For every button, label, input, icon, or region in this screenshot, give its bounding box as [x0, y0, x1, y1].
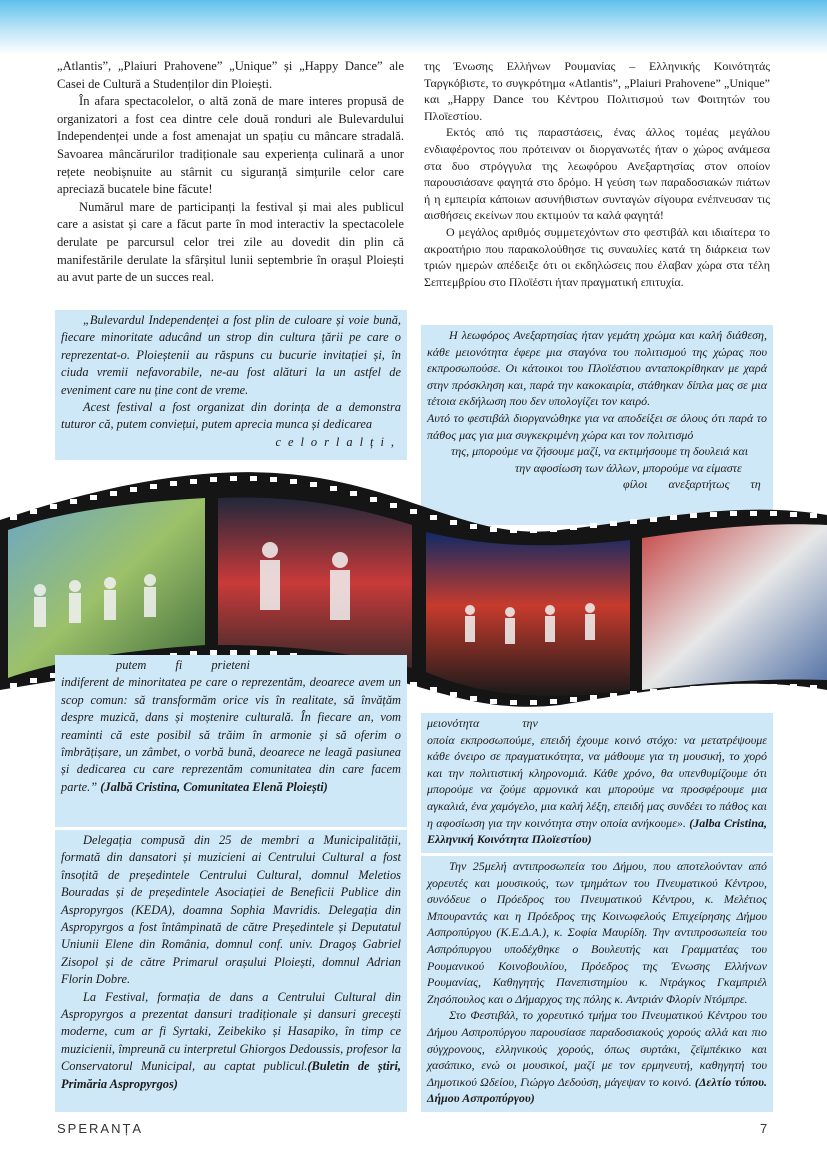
left-delegation-1: Delegația compusă din 25 de membri a Municipalității, formată din dansatori și muzicieni ai Centrului Cultural a fost însoțită de președintele Centrului Cultural, domnul Meletios Bouradas și de președintele Asociației de Beneficii Publice din Aspropyrgos (KEDA), doamna Sophia Mavridis. Delegația din Aspropyrgos a fost întâmpinată de către Președintele și Deputatul Uniunii Elene din România, domnul conf. univ. Dragoș Gabriel Zisopol și de către Primarul orașului Ploiești, domnul Adrian Florin Dobre.: [61, 833, 401, 987]
right-quote-3-source: (Jalba Cristina, Ελληνική Κοινότητα Πλοϊεστίου): [427, 815, 767, 847]
left-quote-box-bottom: [55, 655, 407, 827]
left-quote-3b: [61, 674, 401, 796]
right-quote-3b-text: οποία εκπροσωπούμε, επειδή έχουμε κοινό στόχο: να μετατρέψουμε κάθε όνειρο σε πραγματικότητα, να μάθουμε για τη μουσική, το χορό και την πολιτιστική κληρονομιά. Κάθε χρόνο, θα υπενθυμίζουμε ότι μπορούμε να ζούμε αρμονικά και μπορούμε να προσφέρουμε μια αγκαλιά, ένα χαμόγελο, μια καλή λέξη, επειδή μας συνδέει το πάθος και η αφοσίωση για την κοινότητα στην οποία ανήκουμε».: [427, 732, 767, 830]
left-quote-3a: putem fi prieteni: [116, 658, 250, 672]
page-number: 7: [760, 1121, 768, 1136]
left-paragraph-3: Numărul mare de participanți la festival și mai ales publicul care a asistat și care a făcut parte în mod interactiv la spectacolele derulate pe parcursul celor trei zile au dovedit din plin că manifestările derulate la sfârșitul lunii septembrie în orașul Ploiești au avut parte de un succes real.: [57, 199, 404, 285]
left-quote-box-top: [55, 310, 407, 460]
left-quote-2a: Acest festival a fost organizat din dorința de a demonstra tuturor că, putem conviețui, putem aprecia munca și dedicarea: [61, 400, 401, 432]
left-quote-3-source: (Jalbă Cristina, Comunitatea Elenă Ploiești): [100, 779, 328, 794]
right-quote-3a: μειονότητα την: [427, 716, 538, 730]
magazine-name: SPERANȚA: [57, 1121, 144, 1136]
left-quote-1: „Bulevardul Independenței a fost plin de culoare și voie bună, fiecare minoritate aducând un strop din cultura țării pe care o reprezentat-o. Ploieștenii au răspuns cu bucurie invitației și, în ciuda vremii nefavorabile, ne-au fost alături la un astfel de eveniment care nu ține cont de vreme.: [61, 313, 401, 397]
left-quote-2b: celorlalți,: [275, 434, 401, 449]
film-photo-2: [218, 497, 412, 668]
left-delegation-2-text: La Festival, formația de dans a Centrului Cultural din Aspropyrgos a prezentat dansuri tradiționale și dansuri grecești moderne, cum ar fi Syrtaki, Zeibekiko și Hasapiko, în timp ce muzicienii, împreună cu interpretul Ghiorgos Dedoussis, profesor la Conservatorul Municipal, au captat publicul.: [61, 989, 401, 1074]
right-quote-3b: [427, 732, 767, 848]
top-gradient-band: [0, 0, 827, 55]
right-quote-box-bottom: [421, 713, 773, 853]
right-delegation-1: Την 25μελή αντιπροσωπεία του Δήμου, που αποτελούνταν από χορευτές και μουσικούς, των τμημάτων του Πνευματικού Κέντρου, συνόδευε ο Πρόεδρος του Πνευματικού Κέντρου, κ. Μελέτιος Μπουραντάς και η Πρόεδρος της Κοινωφελούς Επιχείρησης Δήμου Ασπροπύργου (Κ.Ε.Δ.Α.), κ. Σοφία Μαυρίδη. Την αντιπροσωπεία του Ασπρόπυργου υποδέχθηκε ο Βουλευτής και Γραμματέας του Ρουμανικού Κοινοβουλίου, Πρόεδρος της Ένωσης Ελλήνων Ρουμανίας, Καθηγητής Πανεπιστημίου κ. Ντράγκος Γκαμπριέλ Ζησόπουλος και ο Δήμαρχος της πόλης κ. Αντριάν Φλορίν Ντόμπρε.: [427, 859, 767, 1006]
right-delegation-2-text: Στο Φεστιβάλ, το χορευτικό τμήμα του Πνευματικού Κέντρου του Δήμου Ασπροπύργου παρουσίασε παραδοσιακούς χορούς αλλά και πιο σύγχρονους, ελληνικούς χορούς, όπως συρτάκι, ζεϊμπέκικο και χασάπικο, ενώ οι μουσικοί, μαζί με τον ερμηνευτή, καθηγητή του Δημοτικού Ωδείου, Γιώργο Δεδούση, μάγεψαν το κοινό.: [427, 1008, 767, 1089]
right-paragraph-2: Εκτός από τις παραστάσεις, ένας άλλος τομέας μεγάλου ενδιαφέροντος που πρότειναν οι διοργανωτές ήταν ο χώρος ανάμεσα στα δυο στρόγγυλα της λεωφόρου Ανεξαρτησίας στον οποίον παρουσιάσανε φαγητά στο δρόμο. Η γεύση των παραδοσιακών πιάτων ή η εμπειρία κάποιων ασυνήθιστων συνταγών σίγουρα ενέπνευσαν τις αισθήσεις εκείνων που εκτιμούν τα καλά φαγητά!: [424, 125, 770, 223]
right-paragraph-3: Ο μεγάλος αριθμός συμμετεχόντων στο φεστιβάλ και ιδιαίτερα το ακροατήριο που παρακολούθησε τις συναυλίες κατά τη διάρκεια των τριών ημερών απέδειξε ότι οι εκδηλώσεις που έλαβαν χώρα στα τέλη Σεπτεμβρίου στο Πλοϊέστι ήταν πραγματική επιτυχία.: [424, 224, 770, 289]
left-paragraph-1: „Atlantis”, „Plaiuri Prahovene” „Unique” și „Happy Dance” ale Casei de Cultură a Studenților din Ploiești.: [57, 59, 404, 91]
right-delegation-2-source: (Δελτίο τύπου. Δήμου Ασπροπύργου): [427, 1074, 768, 1106]
right-quote-1: Η λεωφόρος Ανεξαρτησίας ήταν γεμάτη χρώμα και καλή διάθεση, κάθε μειονότητα έφερε μια σταγόνα του πολιτισμού της χώρας που εκπροσωπούσε. Οι κάτοικοι του Πλοϊέστιου ανταποκρίθηκαν με χαρά στην πρόσκληση και, παρά την κακοκαιρία, στάθηκαν δίπλα μας σε μια τέτοια εκδήλωση που δεν υπολογίζει τον καιρό.: [427, 328, 767, 409]
left-delegation-box: [55, 830, 407, 1112]
right-quote-2b: της, μπορούμε να ζήσουμε μαζί, να εκτιμήσουμε τη δουλειά και: [451, 444, 749, 459]
right-delegation-box: [421, 856, 773, 1112]
film-photo-3: [426, 532, 630, 696]
left-delegation-2-source: (Buletin de știri, Primăria Aspropyrgos): [61, 1059, 402, 1091]
left-delegation-2: [61, 989, 401, 1093]
left-paragraph-2: În afara spectacolelor, o altă zonă de mare interes propusă de organizatori a fost cea dintre cele două ronduri ale Bulevardului Independenței unde a fost amenajat un spațiu cu mâncare stradală. Savoarea mâncărurilor tradiționale sau experiența culinară a unor rețete neobișnuite au stârnit cu siguranță simțurile celor care apreciază bucatele bine făcute!: [57, 94, 404, 197]
right-quote-2a: Αυτό το φεστιβάλ διοργανώθηκε για να αποδείξει σε όλους ότι παρά το πάθος μας για μια συγκεκριμένη χώρα και τον πολιτισμό: [427, 410, 767, 442]
left-quote-3b-text: indiferent de minoritatea pe care o reprezentăm, deoarece avem un scop comun: să transformăm orice vis în realitate, să învățăm despre muzică, dans și moștenire culturală. În fiecare an, vom reaminti că este posibil să trăim în armonie și să oferim o îmbrățișare, un zâmbet, o vorbă bună, deoarece ne leagă pasiunea și dedicarea cu care reprezentăm comunitatea din care facem parte.”: [61, 675, 401, 794]
right-delegation-2: [427, 1007, 767, 1107]
left-column-intro: [57, 58, 404, 287]
right-quote-2d: φίλοι ανεξαρτήτως τη: [623, 477, 761, 492]
right-paragraph-1: της Ένωσης Ελλήνων Ρουμανίας – Ελληνικής Κοινότητάς Ταργκόβιστε, το συγκρότημα «Atlantis”, „Plaiuri Prahovene” „Unique” και „Happy Dance του Κέντρου Πολιτισμού των Φοιτητών του Πλοϊεστίου.: [424, 59, 770, 123]
film-photo-4: [642, 524, 827, 690]
right-quote-2c: την αφοσίωση των άλλων, μπορούμε να είμαστε: [515, 460, 742, 475]
right-column-intro: [424, 58, 770, 290]
